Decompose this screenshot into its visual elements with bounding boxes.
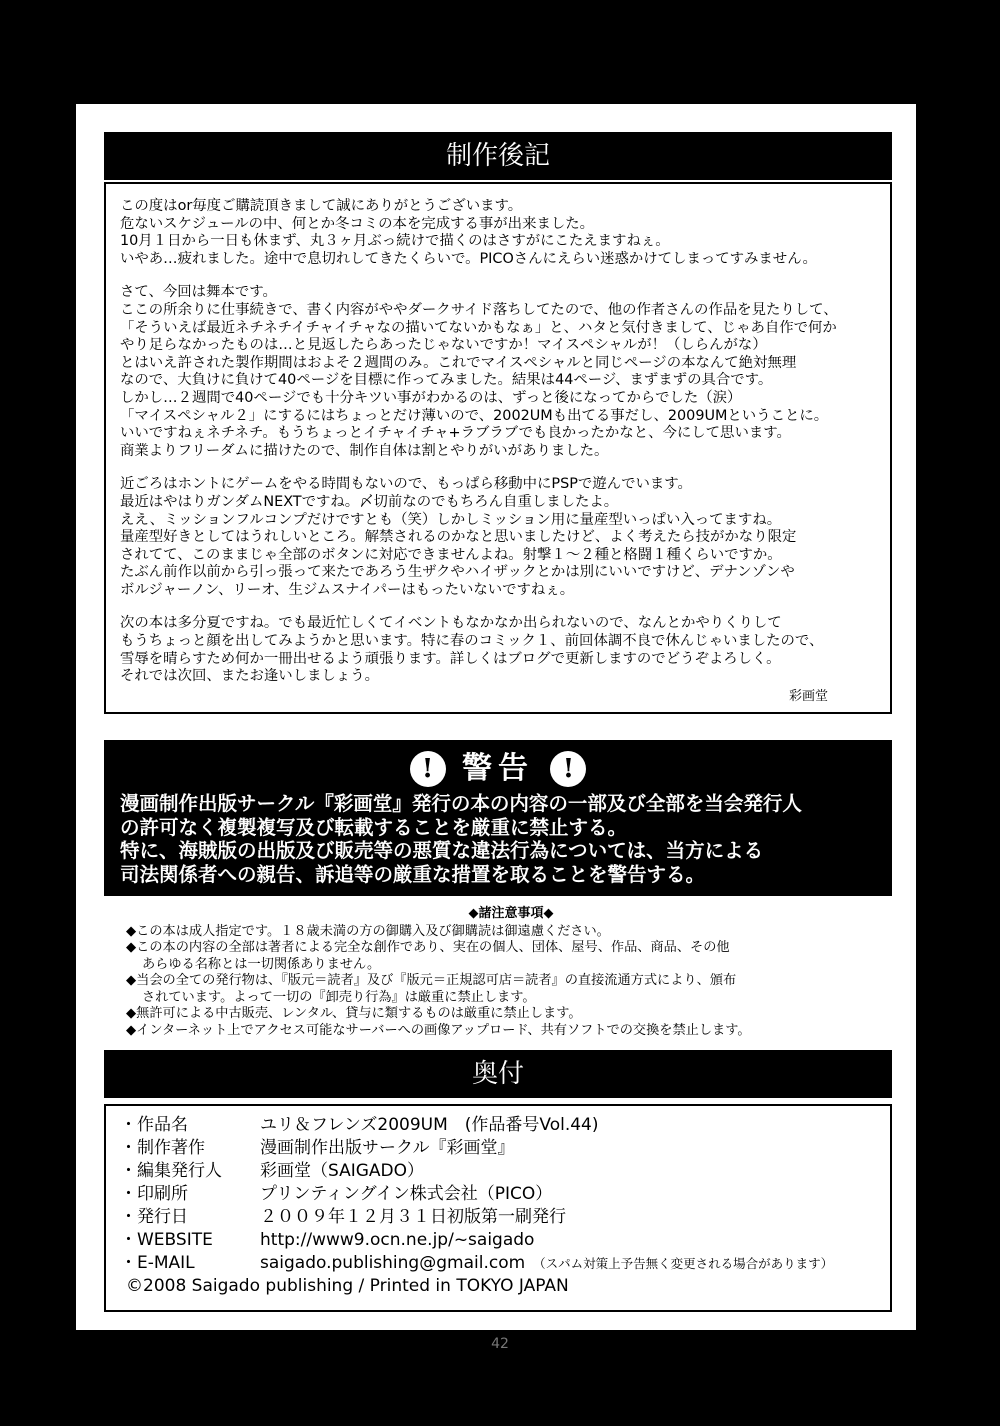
text-line: いいですねぇネチネチ。もうちょっとイチャイチャ+ラブラブでも良かったかなと、今にして思います。 [120, 425, 791, 442]
notes-item: ◆この本は成人指定です。１８歳未満の方の御購入及び御購読は御遠慮ください。 [126, 923, 610, 939]
colophon-row [120, 1114, 890, 1137]
text-line: されてて、このままじゃ全部のボタンに対応できませんよね。射撃１～２種と格闘１種くらいですか。 [120, 546, 782, 563]
colophon-row [120, 1229, 890, 1252]
colophon-row [120, 1160, 890, 1183]
exclamation-icon: ! [410, 751, 446, 787]
text-line: ここの所余りに仕事続きで、書く内容がややダークサイド落ちしてたので、他の作者さんの作品を見たりして、 [120, 301, 838, 318]
colophon-row [120, 1252, 890, 1275]
text-line: この度はor毎度ご購読頂きまして誠にありがとうございます。 [120, 198, 523, 214]
warning-line: 司法関係者への親告、訴追等の厳重な措置を取ることを警告する。 [120, 862, 706, 886]
text-line: 量産型好きとしてはうれしいところ。解禁されるのかなと思いましたけど、よく考えたら技がかなり限定 [120, 529, 797, 546]
notes-item-continuation: あらゆる名称とは一切関係ありません。 [142, 956, 381, 972]
warning-line: 漫画制作出版サークル『彩画堂』発行の本の内容の一部及び全部を当会発行人 [120, 792, 802, 815]
text-line: 商業よりフリーダムに描けたので、制作自体は割とやりがいがありました。 [120, 442, 609, 459]
postscript-title: 制作後記 [104, 132, 892, 180]
text-line: しかし…２週間で40ページでも十分キツい事がわかるのは、ずっと後になってからでした（涙） [120, 389, 742, 406]
text-line: さて、今回は舞本です。 [120, 284, 277, 301]
postscript-box [104, 182, 892, 714]
text-line: 最近はやはりガンダムNEXTですね。〆切前なのでもちろん自重しましたよ。 [120, 493, 619, 510]
notes-title: ◆諸注意事項◆ [468, 906, 554, 921]
text-line: 近ごろはホントにゲームをやる時間もないので、もっぱら移動中にPSPで遊んでいます。 [120, 476, 692, 493]
text-line: 「マイスペシャル２」にするにはちょっとだけ薄いので、2002UMも出てる事だし、2009UMということに。 [120, 407, 829, 424]
exclamation-icon: ! [550, 751, 586, 787]
colophon-row [120, 1137, 890, 1160]
text-line: ボルジャーノン、リーオ、生ジムスナイパーはもったいないですねぇ。 [120, 581, 575, 598]
colophon-title: 奥付 [104, 1050, 892, 1098]
colophon-value: ２００９年１２月３１日初版第一刷発行 [260, 1207, 566, 1227]
text-line: やり足らなかったものは…と見返したらあったじゃないですか！マイスペシャルが！（しらんがな） [120, 337, 767, 354]
notes-item: ◆当会の全ての発行物は、『版元＝読者』及び『版元＝正規認可店＝読者』の直接流通方式により、頒布 [126, 973, 737, 988]
colophon-value: プリンティングイン株式会社（PICO） [260, 1184, 553, 1204]
text-line: なので、大負けに負けて40ページを目標に作ってみました。結果は44ページ、まずまずの具合です。 [120, 372, 773, 389]
warning-line: 特に、海賊版の出版及び販売等の悪質な違法行為については、当方による [120, 839, 764, 862]
text-line: 「そういえば最近ネチネチイチャイチャなの描いてないかもなぁ」と、ハタと気付きまして、じゃあ自作で何か [120, 319, 837, 336]
text-line: 雪辱を晴らすため何か一冊出せるよう頑張ります。詳しくはブログで更新しますのでどうぞよろしく。 [120, 650, 781, 667]
colophon-label: ・作品名 [120, 1115, 188, 1135]
text-line: 10月１日から一日も休まず、丸３ヶ月ぶっ続けで描くのはさすがにこたえますねぇ。 [120, 233, 670, 250]
colophon-label: ・制作著作 [120, 1138, 205, 1158]
postscript-paragraph-4 [120, 615, 876, 685]
colophon-label: ・発行日 [120, 1207, 188, 1227]
copyright: ©2008 Saigado publishing / Printed in TOKYO JAPAN [126, 1276, 569, 1296]
notes-item: ◆インターネット上でアクセス可能なサーバーへの画像アップロード、共有ソフトでの交換を禁止します。 [126, 1022, 751, 1038]
warning-heading [104, 746, 892, 791]
colophon-value: 彩画堂（SAIGADO） [260, 1161, 425, 1181]
website-link[interactable]: http://www9.ocn.ne.jp/~saigado [260, 1230, 535, 1250]
notes-section [126, 906, 896, 1039]
warning-text [120, 792, 802, 886]
postscript-paragraph-3 [120, 476, 876, 599]
warning-line: の許可なく複製複写及び転載することを厳重に禁止する。 [120, 815, 628, 839]
email-note: （スパム対策上予告無く変更される場合があります） [533, 1256, 834, 1271]
colophon-label: ・編集発行人 [120, 1161, 222, 1181]
text-line: とはいえ許された製作期間はおよそ２週間のみ。これでマイスペシャルと同じページの本なんて絶対無理 [120, 354, 797, 371]
colophon-label: ・E-MAIL [120, 1253, 195, 1273]
text-line: ええ、ミッションフルコンプだけですとも（笑）しかしミッション用に量産型いっぱい入ってますね。 [120, 511, 782, 528]
postscript-paragraph-2 [120, 284, 876, 460]
document-page [76, 104, 916, 1330]
text-line: 危ないスケジュールの中、何とか冬コミの本を完成する事が出来ました。 [120, 215, 595, 232]
colophon-row [120, 1206, 890, 1229]
colophon-row [120, 1183, 890, 1206]
email-link[interactable]: saigado.publishing@gmail.com [260, 1253, 526, 1273]
colophon-label: ・印刷所 [120, 1184, 188, 1204]
text-line: もうちょっと顔を出してみようかと思います。特に春のコミック１、前回体調不良で休んじゃいましたので、 [120, 633, 824, 650]
postscript-signature: 彩画堂 [788, 689, 828, 704]
colophon-box [104, 1104, 892, 1312]
postscript-paragraph-1 [120, 198, 876, 268]
text-line: いやあ…疲れました。途中で息切れしてきたくらいで。PICOさんにえらい迷惑かけてしまってすみません。 [120, 250, 817, 267]
text-line: たぶん前作以前から引っ張って来たであろう生ザクやハイザックとかは別にいいですけど、デナンゾンや [120, 564, 795, 581]
text-line: それでは次回、またお逢いしましょう。 [120, 668, 380, 685]
notes-item: ◆この本の内容の全部は著者による完全な創作であり、実在の個人、団体、屋号、作品、商品、その他 [126, 940, 730, 955]
notes-item-continuation: されています。よって一切の『卸売り行為』は厳重に禁止します。 [142, 989, 536, 1005]
text-line: 次の本は多分夏ですね。でも最近忙しくてイベントもなかなか出られないので、なんとかやりくりして [120, 615, 782, 632]
colophon-value: 漫画制作出版サークル『彩画堂』 [260, 1138, 515, 1158]
colophon-label: ・WEBSITE [120, 1230, 213, 1250]
warning-box [104, 740, 892, 896]
warning-title: 警告 [462, 751, 534, 786]
notes-item: ◆無許可による中古販売、レンタル、貸与に類するものは厳重に禁止します。 [126, 1006, 582, 1021]
page-number: 42 [491, 1336, 509, 1352]
colophon-value: ユリ＆フレンズ2009UM (作品番号Vol.44) [260, 1115, 599, 1135]
